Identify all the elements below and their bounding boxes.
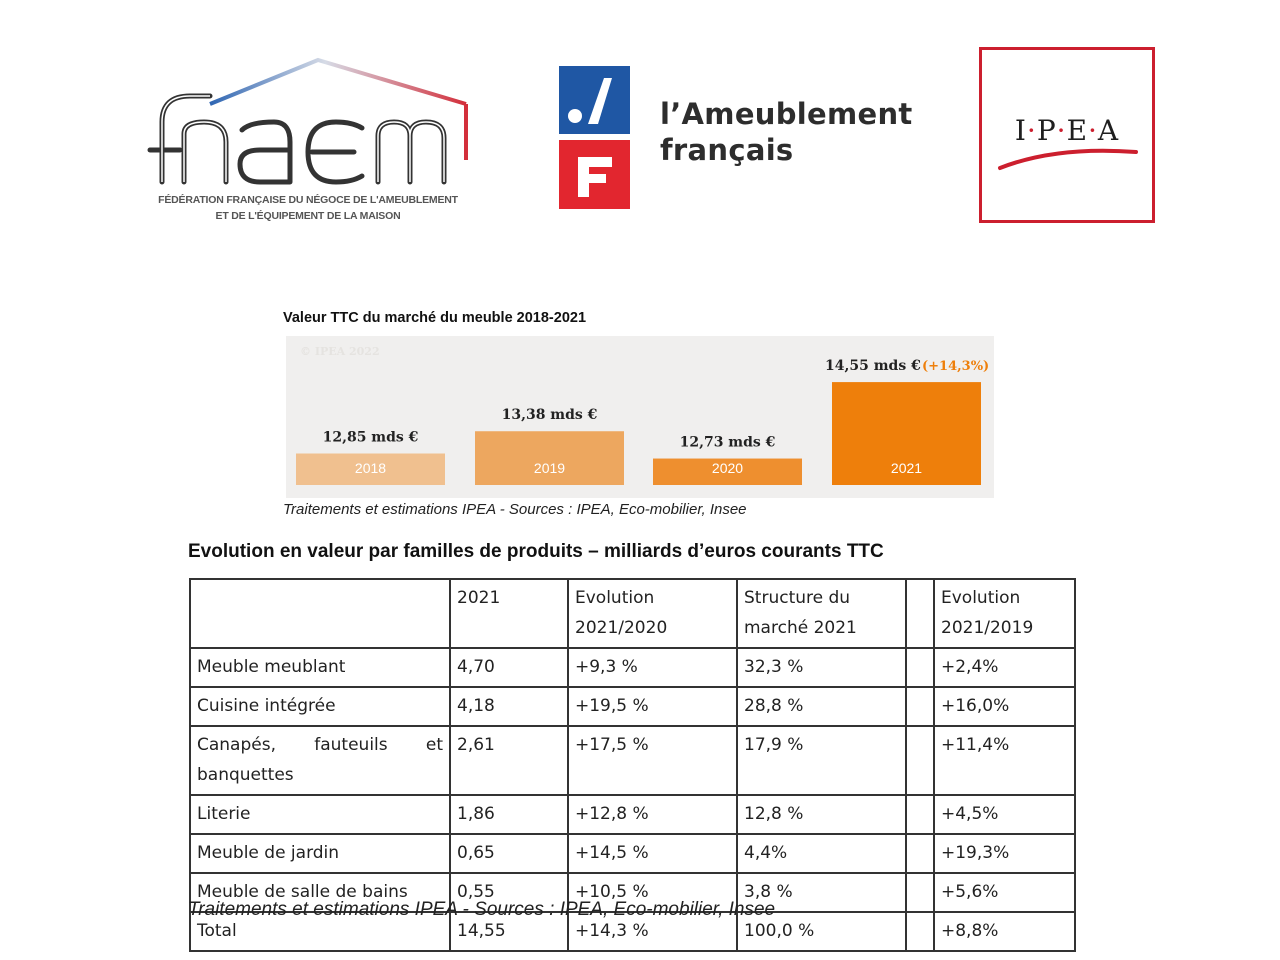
- table-cell: +14,3 %: [568, 912, 737, 951]
- header-cell: Structure du marché 2021: [737, 579, 906, 648]
- table-cell: 0,65: [450, 834, 568, 873]
- table-cell: Literie: [190, 795, 450, 834]
- chart-watermark: © IPEA 2022: [300, 345, 380, 358]
- table-cell: Cuisine intégrée: [190, 687, 450, 726]
- market-table: [189, 578, 1076, 952]
- bar-value-label: 12,73 mds €: [679, 434, 776, 451]
- table-cell: +8,8%: [934, 912, 1075, 951]
- table-cell: 4,18: [450, 687, 568, 726]
- table-source: Traitements et estimations IPEA - Sources : IPEA, Eco-mobilier, Insee: [188, 899, 776, 920]
- header-cell: 2021: [450, 579, 568, 648]
- table-cell: 2,61: [450, 726, 568, 795]
- table-cell: Canapés, fauteuils et banquettes: [190, 726, 450, 795]
- ipea-swoosh-icon: [996, 142, 1141, 172]
- table-cell: +10,5 %: [568, 873, 737, 912]
- ameublement-francais-logo: [558, 66, 918, 211]
- bar-value-label: 12,85 mds €: [322, 429, 419, 446]
- table-cell: +17,5 %: [568, 726, 737, 795]
- table-cell: Total: [190, 912, 450, 951]
- table-cell: 14,55: [450, 912, 568, 951]
- table-cell: [906, 873, 934, 912]
- bar-chart: [286, 336, 994, 498]
- ipea-letter: P: [1036, 114, 1057, 147]
- bar-category-label: 2018: [354, 460, 387, 476]
- table-cell: [906, 912, 934, 951]
- table-cell: +16,0%: [934, 687, 1075, 726]
- table-cell: +19,3%: [934, 834, 1075, 873]
- table-row: [190, 795, 1075, 834]
- bar-annotation: (+14,3%): [922, 359, 990, 375]
- table-cell: 4,70: [450, 648, 568, 687]
- bar-category-label: 2020: [711, 460, 744, 476]
- table-cell: Meuble de salle de bains: [190, 873, 450, 912]
- bar-value-label: 14,55 mds €: [825, 358, 921, 375]
- ipea-letter: A: [1097, 114, 1120, 147]
- table-cell: +4,5%: [934, 795, 1075, 834]
- table-header-row: [190, 579, 1075, 648]
- table-cell: [906, 795, 934, 834]
- header-cell: [190, 579, 450, 648]
- chart-title: Valeur TTC du marché du meuble 2018-2021: [283, 310, 587, 326]
- ipea-logo: [979, 47, 1155, 223]
- table-row: [190, 648, 1075, 687]
- table-row: [190, 687, 1075, 726]
- header-cell: Evolution 2021/2020: [568, 579, 737, 648]
- table-cell: +5,6%: [934, 873, 1075, 912]
- table-cell: 32,3 %: [737, 648, 906, 687]
- table-cell: [906, 834, 934, 873]
- bar-category-label: 2019: [533, 460, 566, 476]
- table-cell: [906, 726, 934, 795]
- bar-chart-plot: [286, 336, 994, 498]
- table-cell: Meuble de jardin: [190, 834, 450, 873]
- table-cell: +12,8 %: [568, 795, 737, 834]
- table-cell: 100,0 %: [737, 912, 906, 951]
- fnaem-logo-mark: [140, 52, 475, 192]
- table-cell: 17,9 %: [737, 726, 906, 795]
- table-cell: +11,4%: [934, 726, 1075, 795]
- table-cell: 0,55: [450, 873, 568, 912]
- fnaem-subtitle-line2: ET DE L'ÉQUIPEMENT DE LA MAISON: [215, 210, 401, 222]
- header-cell: Evolution 2021/2019: [934, 579, 1075, 648]
- table-row: [190, 726, 1075, 795]
- bar-value-label: 13,38 mds €: [501, 407, 598, 424]
- table-cell: 1,86: [450, 795, 568, 834]
- table-cell: +14,5 %: [568, 834, 737, 873]
- table-cell: 12,8 %: [737, 795, 906, 834]
- ipea-letter: E: [1066, 114, 1089, 147]
- fnaem-logo: [140, 52, 475, 232]
- table-cell: +9,3 %: [568, 648, 737, 687]
- bar-category-label: 2021: [890, 460, 923, 476]
- table-row: [190, 834, 1075, 873]
- af-logo-mark: [558, 66, 632, 211]
- fnaem-subtitle-line1: FÉDÉRATION FRANÇAISE DU NÉGOCE DE L'AMEUBLEMENT: [158, 194, 458, 206]
- ipea-logo-text: I·P·E·A: [1014, 114, 1120, 147]
- ipea-letter: I: [1014, 114, 1027, 147]
- table-cell: Meuble meublant: [190, 648, 450, 687]
- table-cell: +19,5 %: [568, 687, 737, 726]
- bar-2019: [475, 431, 624, 485]
- table-title: Evolution en valeur par familles de produits – milliards d’euros courants TTC: [188, 541, 884, 562]
- header-cell: [906, 579, 934, 648]
- table-cell: +2,4%: [934, 648, 1075, 687]
- chart-source: Traitements et estimations IPEA - Sources : IPEA, Eco-mobilier, Insee: [283, 501, 747, 518]
- table-cell: 4,4%: [737, 834, 906, 873]
- af-logo-line2: français: [660, 133, 794, 167]
- af-logo-line1: l’Ameublement: [660, 97, 913, 131]
- table-cell: [906, 687, 934, 726]
- table-cell: 28,8 %: [737, 687, 906, 726]
- table-cell: 3,8 %: [737, 873, 906, 912]
- table-cell: [906, 648, 934, 687]
